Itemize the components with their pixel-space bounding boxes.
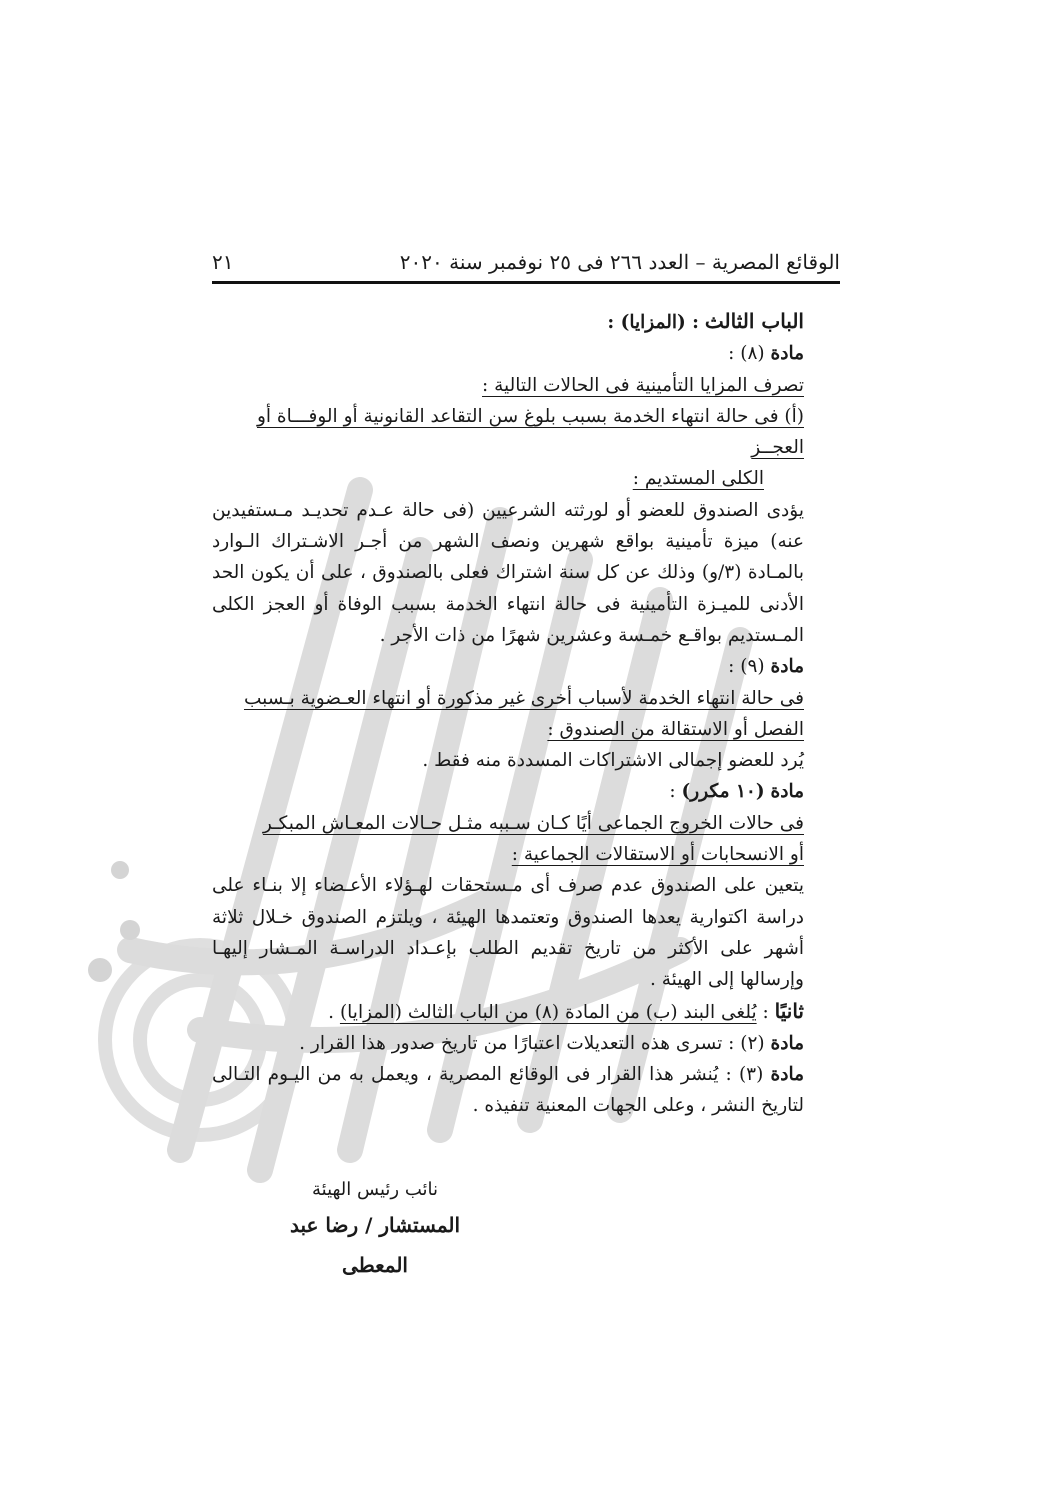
- article-label: مادة: [770, 1032, 804, 1054]
- article-number: (٨) :: [728, 343, 765, 365]
- page-number: ٢١: [212, 250, 234, 274]
- article-9-intro-line1: فى حالة انتهاء الخدمة لأسباب أخرى غير مذكورة أو انتهاء العـضوية بـسبب: [243, 687, 804, 709]
- signatory-name: المستشار / رضا عبد المعطى: [289, 1213, 461, 1277]
- article-label: مادة: [770, 343, 804, 365]
- article-2: [212, 1028, 804, 1059]
- chapter-label: الباب الثالث: [704, 309, 804, 333]
- signature-block: [260, 1175, 490, 1285]
- second-separator: :: [756, 1001, 775, 1023]
- article-8-clause-a-line2: الكلى المستديم :: [632, 468, 764, 490]
- article-8-heading: [212, 338, 804, 369]
- chapter-heading: [212, 306, 804, 338]
- publication-title: الوقائع المصرية – العدد ٢٦٦ فى ٢٥ نوفمبر سنة ٢٠٢٠: [399, 250, 840, 274]
- second-clause: [212, 996, 804, 1028]
- article-8-intro: تصرف المزايا التأمينية فى الحالات التالية :: [482, 374, 804, 396]
- article-10-intro-line1: فى حالات الخروج الجماعى أيًا كـان سـببه مثـل حـالات المعـاش المبكـر: [262, 812, 804, 834]
- article-8-clause-a-text: يؤدى الصندوق للعضو أو لورثته الشرعيين (فى حالة عـدم تحديـد مـستفيدين عنه) ميزة تأمينية بواقع شهرين ونصف الشهر من أجـر الاشـتراك الـوارد بالمـادة (٣/و) وذلك عن كل سنة اشتراك فعلى بالصندوق ، على أن يكون الحد الأدنى للميـزة التأمينية فى حالة انتهاء الخدمة بسبب الوفاة أو العجز الكلى المـستديم بواقـع خمـسة وعشرين شهرًا من ذات الأجر .: [212, 499, 804, 646]
- document-body: [212, 306, 804, 1122]
- article-10-intro-line2: أو الانسحابات أو الاستقالات الجماعية :: [511, 844, 804, 866]
- second-label: ثانيًا: [774, 998, 804, 1023]
- chapter-title: : (المزايا) :: [607, 312, 700, 333]
- second-end: .: [328, 1001, 340, 1023]
- article-label: مادة: [770, 781, 804, 803]
- article-10-text: يتعين على الصندوق عدم صرف أى مـستحقات لهـؤلاء الأعـضاء إلا بنـاء على دراسة اكتوارية يعدها الصندوق وتعتمدها الهيئة ، ويلتزم الصندوق خـلال ثلاثة أشهر على الأكثر من تاريخ تقديم الطلب بإعـداد الدراسـة المـشار إليهـا وإرسالها إلى الهيئة .: [212, 875, 804, 991]
- second-text: يُلغى البند (ب) من المادة (٨) من الباب الثالث (المزايا): [339, 1001, 757, 1023]
- header-divider: [212, 281, 840, 284]
- article-10-heading: [212, 776, 804, 807]
- article-number: (٩) :: [728, 656, 765, 678]
- page-header: [212, 240, 840, 274]
- article-number: (١٠ مكرر): [681, 781, 765, 803]
- article-3: [212, 1059, 804, 1122]
- article-2-text: (٢) : تسرى هذه التعديلات اعتبارًا من تاريخ صدور هذا القرار .: [299, 1032, 771, 1054]
- article-9-intro-line2: الفصل أو الاستقالة من الصندوق :: [547, 718, 804, 740]
- article-9-heading: [212, 651, 804, 682]
- article-9-text: يُرد للعضو إجمالى الاشتراكات المسددة منه فقط .: [422, 750, 804, 772]
- article-label: مادة: [770, 1064, 804, 1086]
- signatory-title: نائب رئيس الهيئة: [312, 1179, 438, 1200]
- article-3-text: (٣) : يُنشر هذا القرار فى الوقائع المصرية ، ويعمل به من اليـوم التـالى لتاريخ النشر ، وعلى الجهات المعنية تنفيذه .: [212, 1064, 804, 1117]
- article-colon: :: [669, 781, 676, 803]
- article-label: مادة: [770, 656, 804, 678]
- article-8-clause-a-line1: (أ) فى حالة انتهاء الخدمة بسبب بلوغ سن التقاعد القانونية أو الوفـــاة أو العجــز: [256, 405, 804, 459]
